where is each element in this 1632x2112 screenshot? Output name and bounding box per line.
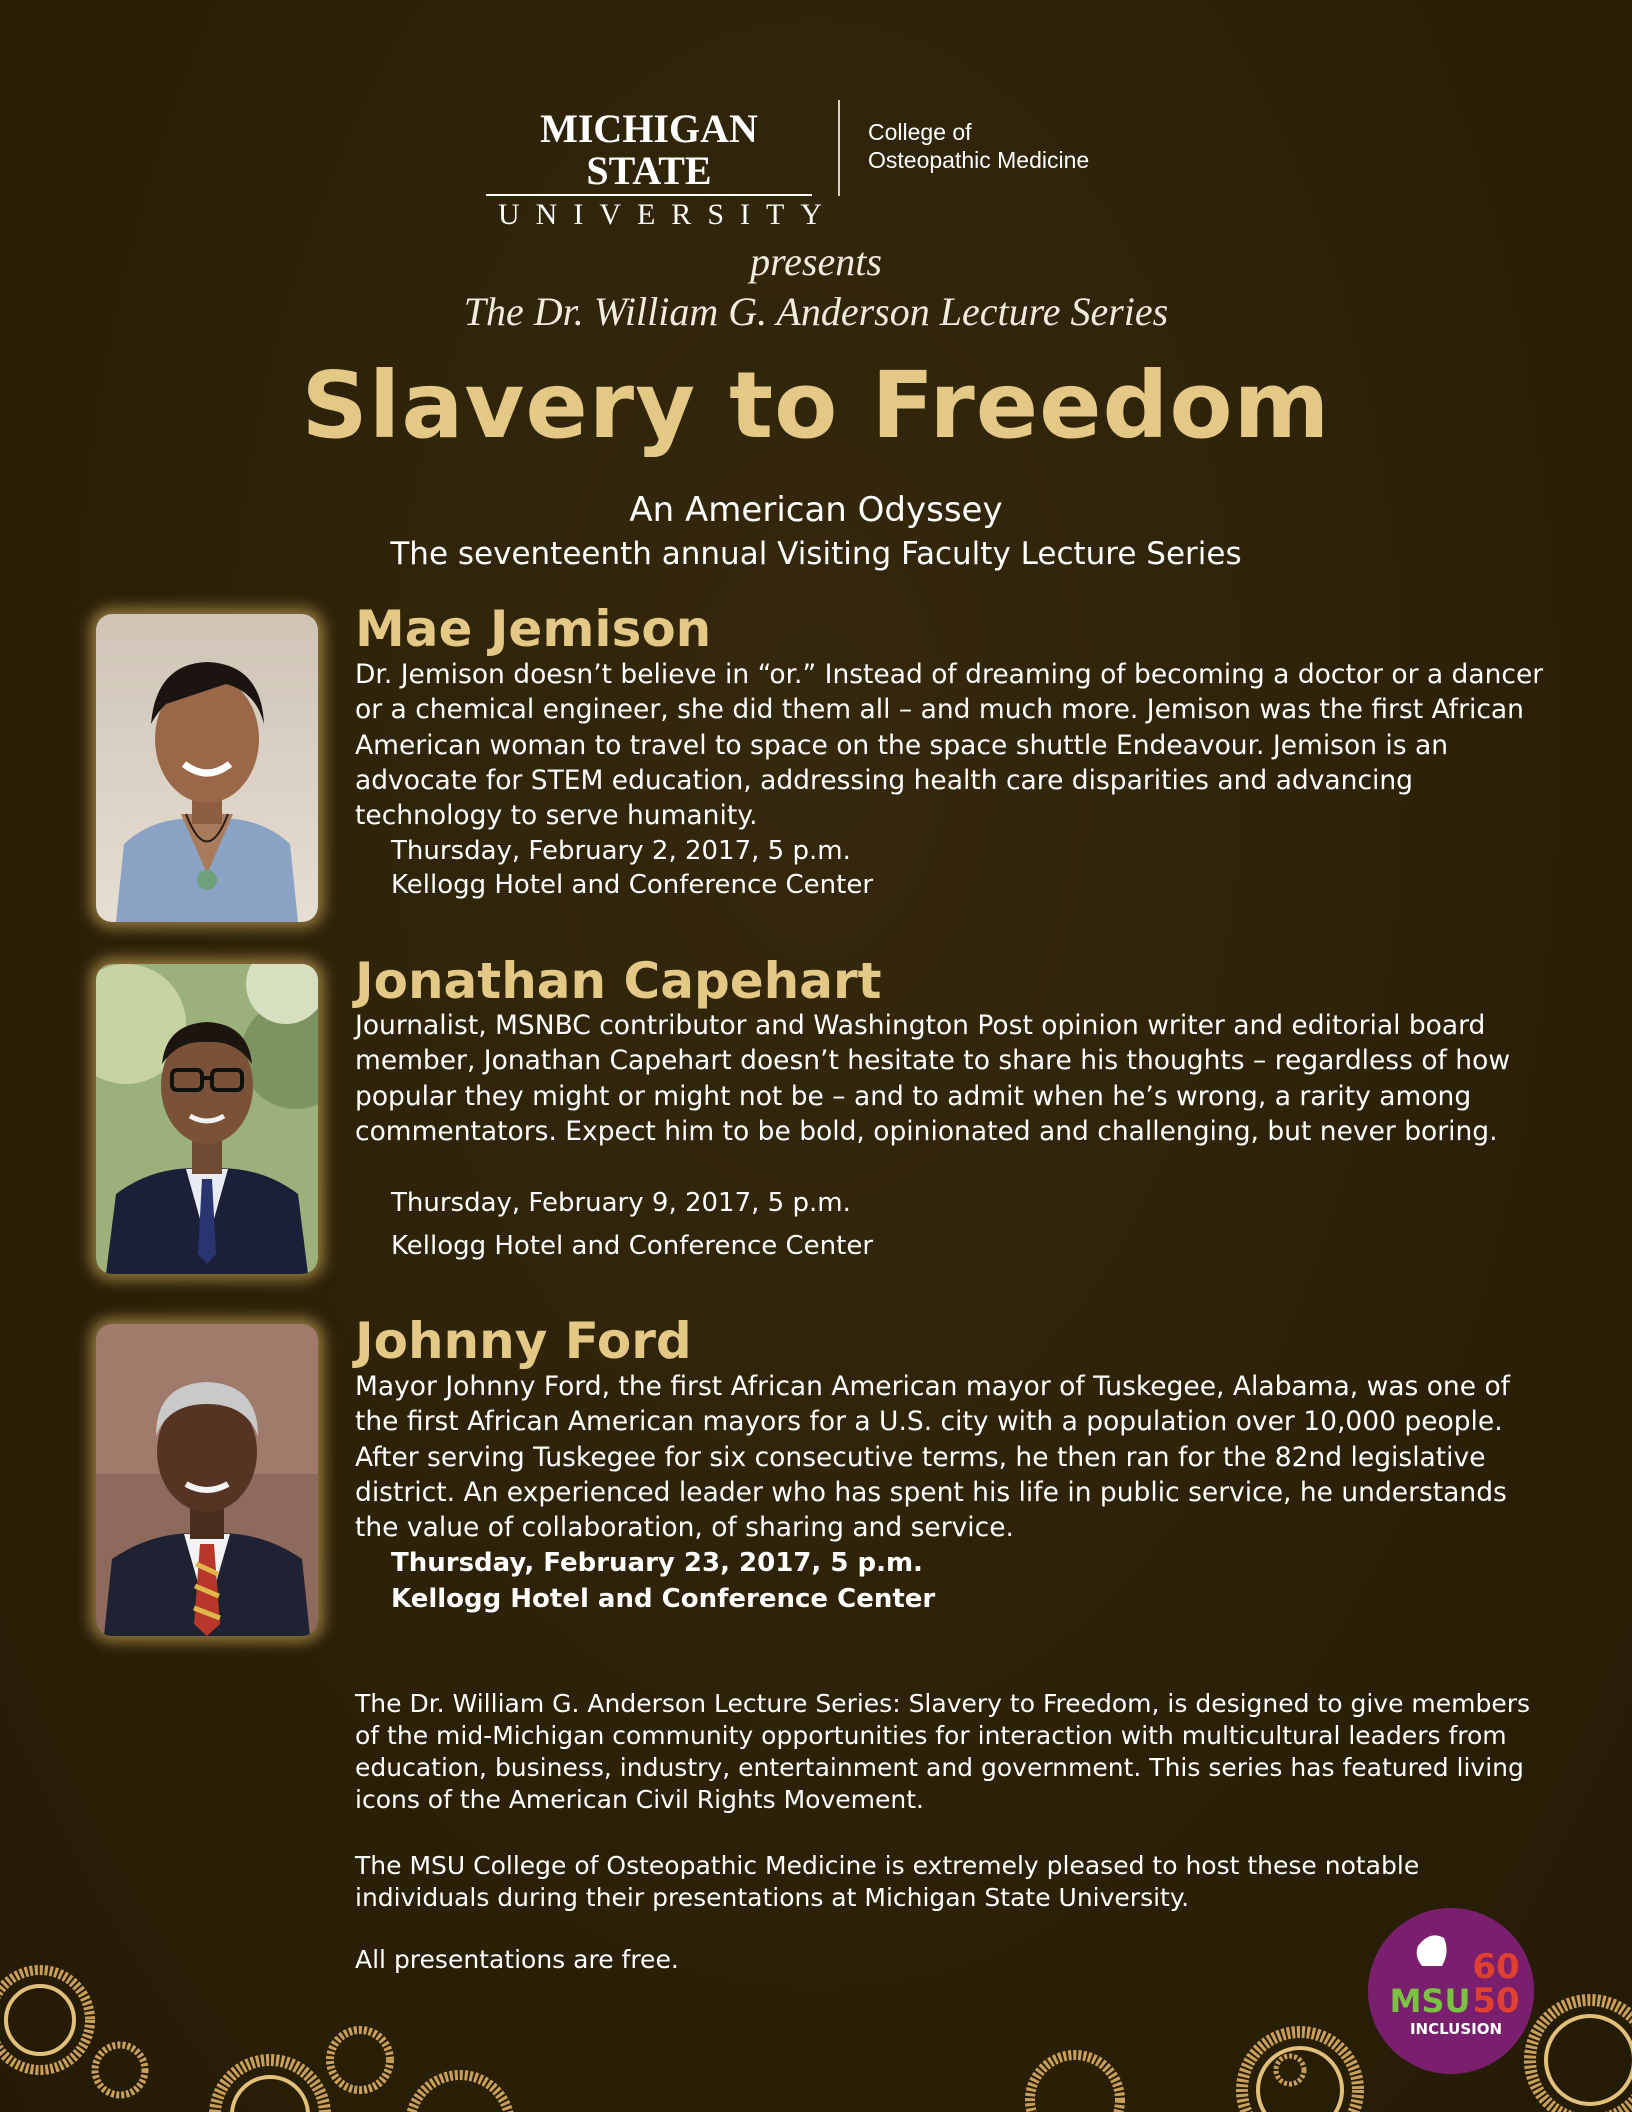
footer-paragraph-1: The Dr. William G. Anderson Lecture Series: Slavery to Freedom, is designed to give members of the mid-Michigan community opportunities for interaction with multicultural leaders from education, business, industry, entertainment and government. This series has featured living icons of the American Civil Rights Movement. [355,1689,1531,1814]
speaker-date: Thursday, February 2, 2017, 5 p.m. [391,836,851,866]
speaker-date: Thursday, February 23, 2017, 5 p.m. [391,1548,923,1578]
svg-text:50: 50 [1472,1981,1520,2021]
footer-paragraph-3: All presentations are free. [355,1945,679,1974]
main-title: Slavery to Freedom [301,352,1331,459]
msu-wordmark [486,106,838,234]
msu-wordmark-line2: UNIVERSITY [498,198,838,231]
series-title: The Dr. William G. Anderson Lecture Series [463,289,1169,334]
speaker-name: Mae Jemison [355,600,712,658]
speaker-bio: Mayor Johnny Ford, the first African American mayor of Tuskegee, Alabama, was one of the first African American mayors for a U.S. city with a population over 10,000 people. After serving Tuskegee for six consecutive terms, he then ran for the 82nd legislative district. An experienced leader who has spent his life in public service, he understands the value of collaboration, of sharing and service. [355,1371,1510,1544]
svg-text:60: 60 [1472,1947,1520,1987]
speaker-name: Johnny Ford [355,1312,692,1370]
footer-paragraph-2: The MSU College of Osteopathic Medicine is extremely pleased to host these notable individuals during their presentations at Michigan State University. [355,1851,1420,1912]
speaker-date: Thursday, February 9, 2017, 5 p.m. [391,1188,851,1218]
speaker-photo-capehart [96,964,318,1274]
speaker-venue: Kellogg Hotel and Conference Center [391,870,874,900]
college-line1: College of [868,119,972,145]
subtitle-series: The seventeenth annual Visiting Faculty Lecture Series [390,536,1242,572]
speaker-venue: Kellogg Hotel and Conference Center [391,1231,874,1261]
speaker-venue: Kellogg Hotel and Conference Center [391,1584,936,1614]
college-line2: Osteopathic Medicine [868,147,1090,173]
msu-6050-inclusion-badge [1368,1908,1534,2074]
speaker-photo-ford [96,1324,318,1636]
svg-text:INCLUSION: INCLUSION [1409,2020,1503,2038]
speaker-photo-jemison [96,614,318,922]
speaker-bio: Dr. Jemison doesn’t believe in “or.” Instead of dreaming of becoming a doctor or a dancer or a chemical engineer, she did them all – and much more. Jemison was the first African American woman to travel to space on the space shuttle Endeavour. Jemison is an advocate for STEM education, addressing health care disparities and advancing technology to serve humanity. [355,659,1544,832]
college-name [868,118,1089,174]
speaker-name: Jonathan Capehart [355,952,882,1010]
logo-divider [838,100,840,196]
presents-text: presents [750,239,882,284]
svg-text:MSU: MSU [1389,1982,1471,2020]
subtitle: An American Odyssey [629,490,1003,530]
speaker-bio: Journalist, MSNBC contributor and Washington Post opinion writer and editorial board member, Jonathan Capehart doesn’t hesitate to share his thoughts – regardless of how popular they might or might not be – and to admit when he’s wrong, a rarity among commentators. Expect him to be bold, opinionated and challenging, but never boring. [355,1010,1510,1147]
msu-wordmark-line1: MICHIGAN STATE [486,108,812,196]
